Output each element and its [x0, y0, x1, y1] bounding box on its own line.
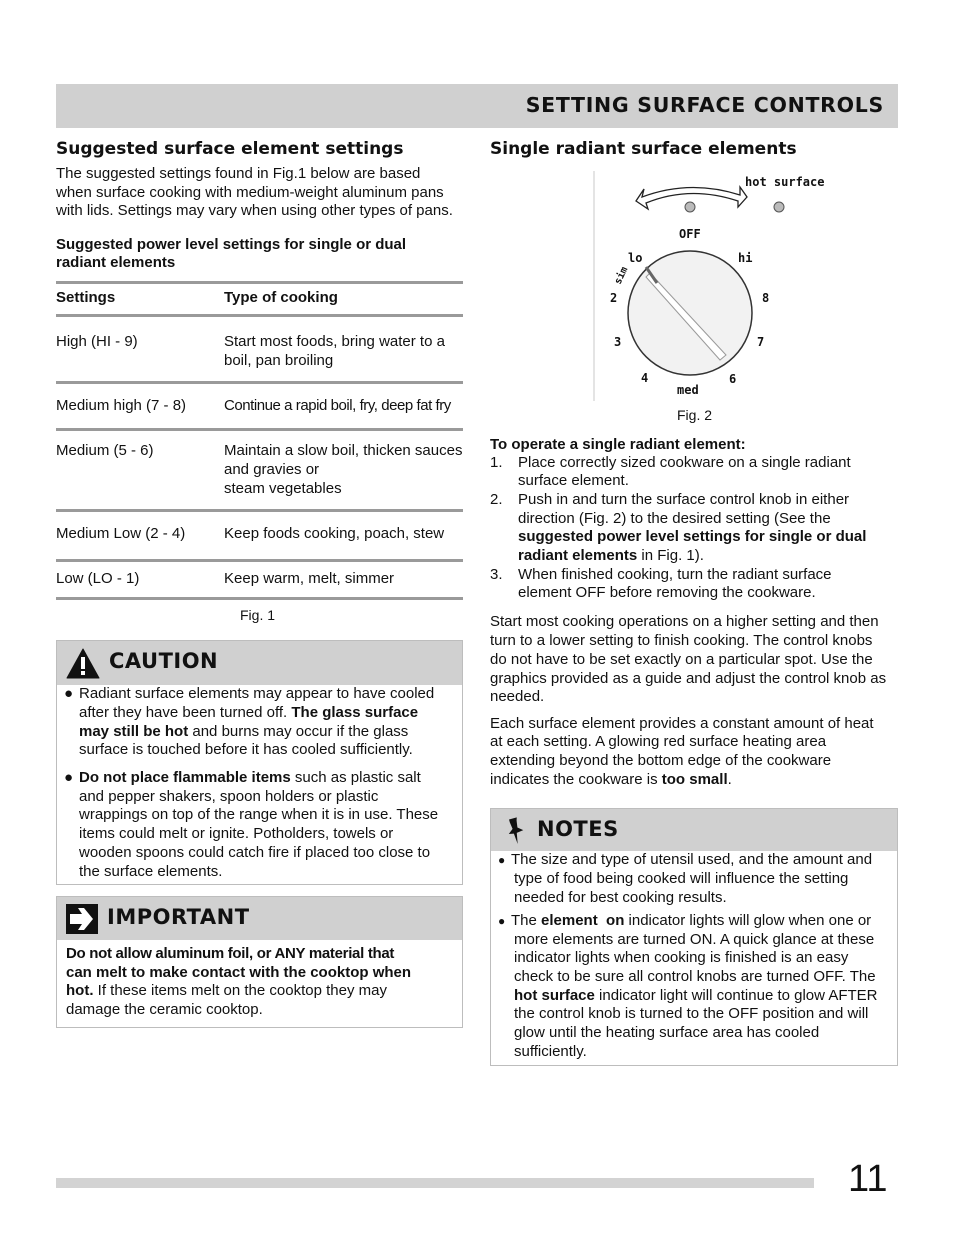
hot-surface-indicator-light: [774, 202, 784, 212]
right-section-title: Single radiant surface elements: [490, 139, 797, 159]
cooking-cell-line: Continue a rapid boil, fry, deep fat fry: [224, 397, 451, 414]
important-header: [57, 897, 462, 940]
dial-3-label: 3: [614, 335, 622, 349]
text-span: such as plastic salt: [290, 769, 421, 786]
dial-lo-label: lo: [628, 251, 643, 265]
step-line: When finished cooking, turn the radiant surface: [518, 566, 832, 583]
table-rule: [56, 314, 463, 317]
caution-title: CAUTION: [109, 649, 219, 673]
bullet-line: more elements are turned ON. A quick glance at these: [514, 931, 875, 948]
operate-title: To operate a single radiant element:: [490, 436, 746, 453]
text-span: indicates the cookware is: [490, 771, 662, 788]
important-line: can melt to make contact with the cooktop when: [66, 964, 412, 981]
page-title: SETTING SURFACE CONTROLS: [525, 93, 884, 117]
hot-surface-label: hot surface: [745, 175, 825, 189]
setting-cell: Low (LO - 1): [56, 570, 140, 587]
bullet-line: [514, 987, 878, 1006]
cooking-cell-line: Keep foods cooking, poach, stew: [224, 525, 445, 542]
step-number: 1.: [490, 454, 503, 471]
important-line: Do not allow aluminum foil, or ANY material that: [66, 945, 395, 962]
cooking-cell-line: boil, pan broiling: [224, 352, 334, 369]
element-on-indicator-light: [685, 202, 695, 212]
paragraph-line: at each setting. A glowing red surface heating area: [490, 733, 827, 750]
fig2-label: Fig. 2: [677, 407, 713, 423]
warning-triangle-icon: [66, 648, 100, 679]
bullet-line: sufficiently.: [514, 1043, 587, 1060]
dial-8-label: 8: [762, 291, 770, 305]
bullet-line: the surface elements.: [79, 863, 223, 880]
dial-med-label: med: [677, 383, 699, 397]
cooking-cell-line: steam vegetables: [224, 480, 342, 497]
bullet-line: indicator lights when cooking is finished is an easy: [514, 949, 849, 966]
step-line: Push in and turn the surface control knob in either: [518, 491, 850, 508]
bullet-dot: ●: [64, 685, 74, 702]
table-caption-line: Suggested power level settings for single or dual: [56, 236, 407, 253]
intro-line: when surface cooking with medium-weight aluminum pans: [56, 184, 444, 201]
dial-2-label: 2: [610, 291, 618, 305]
text-span: indicator light will continue to glow AFTER: [594, 987, 878, 1004]
dial-hi-label: hi: [738, 251, 753, 265]
text-span: The: [511, 912, 542, 929]
bullet-line: The size and type of utensil used, and the amount and: [511, 851, 873, 868]
bold-span: radiant elements: [518, 547, 638, 564]
notes-title: NOTES: [537, 817, 619, 841]
paragraph-line: needed.: [490, 688, 545, 705]
header-bar: [56, 84, 898, 128]
text-span: and burns may occur if the glass: [188, 723, 409, 740]
control-knob-diagram: [590, 165, 830, 405]
table-rule: [56, 559, 463, 562]
paragraph-line: [490, 771, 732, 790]
pushpin-icon: [505, 816, 529, 846]
table-header-cooking: Type of cooking: [224, 289, 338, 306]
intro-line: The suggested settings found in Fig.1 below are based: [56, 165, 421, 182]
text-span: indicator lights will glow when one or: [624, 912, 872, 929]
bullet-line: the control knob is turned to the OFF position and will: [514, 1005, 869, 1022]
paragraph-line: graphics provided as a guide and adjust the control knob as: [490, 670, 887, 687]
table-caption-line: radiant elements: [56, 254, 176, 271]
dial-4-label: 4: [641, 371, 649, 385]
bullet-line: glow until the heating surface area has cooled: [514, 1024, 820, 1041]
table-top-rule: [56, 281, 463, 284]
bullet-line: check to be sure all control knobs are turned OFF. The: [514, 968, 876, 985]
table-rule: [56, 428, 463, 431]
step-line: Place correctly sized cookware on a single radiant: [518, 454, 851, 471]
step-line: direction (Fig. 2) to the desired setting (See the: [518, 510, 831, 527]
arrow-right-icon: [66, 904, 98, 934]
paragraph-line: do not have to be set exactly on a particular spot. Use the: [490, 651, 873, 668]
bullet-line: [79, 769, 421, 788]
setting-cell: High (HI - 9): [56, 333, 138, 350]
paragraph-line: Start most cooking operations on a higher setting and then: [490, 613, 879, 630]
cooking-cell-line: and gravies or: [224, 461, 320, 478]
dial-off-label: OFF: [679, 227, 701, 241]
dial-sim-label: sim: [612, 265, 631, 287]
bullet-dot: ●: [64, 769, 74, 786]
dial-7-label: 7: [757, 335, 765, 349]
step-line: element OFF before removing the cookware.: [518, 584, 816, 601]
bullet-line: items could melt or ignite. Potholders, towels or: [79, 825, 394, 842]
important-line: damage the ceramic cooktop.: [66, 1001, 263, 1018]
cooking-cell-line: Keep warm, melt, simmer: [224, 570, 395, 587]
text-span: after they have been turned off.: [79, 704, 292, 721]
setting-cell: Medium Low (2 - 4): [56, 525, 186, 542]
caution-header: [57, 641, 462, 685]
setting-cell: Medium (5 - 6): [56, 442, 154, 459]
page-number: 11: [848, 1158, 888, 1200]
important-title: IMPORTANT: [107, 905, 250, 929]
bold-span: element on: [541, 912, 625, 929]
bold-span: Do not place flammable items: [79, 769, 291, 786]
table-rule: [56, 509, 463, 512]
left-section-title: Suggested surface element settings: [56, 139, 404, 159]
text-span: If these items melt on the cooktop they may: [93, 982, 387, 999]
bullet-line: Radiant surface elements may appear to have cooled: [79, 685, 435, 702]
fig1-label: Fig. 1: [240, 607, 276, 623]
paragraph-line: turn to a lower setting to finish cooking. The control knobs: [490, 632, 873, 649]
text-span: in Fig. 1).: [637, 547, 704, 564]
table-rule: [56, 381, 463, 384]
bullet-line: [511, 912, 871, 931]
text-span: .: [727, 771, 732, 788]
bullet-line: [79, 704, 418, 723]
bold-span: hot.: [66, 982, 94, 999]
bold-span: may still be hot: [79, 723, 189, 740]
bullet-line: wrappings on top of the range when it is in use. These: [79, 806, 439, 823]
important-line: [66, 982, 387, 1001]
setting-cell: Medium high (7 - 8): [56, 397, 187, 414]
cooking-cell-line: Maintain a slow boil, thicken sauces: [224, 442, 463, 459]
cooking-cell-line: Start most foods, bring water to a: [224, 333, 445, 350]
notes-header: [491, 809, 897, 851]
bullet-line: wooden spoons could catch fire if placed too close to: [79, 844, 431, 861]
bold-span: The glass surface: [291, 704, 419, 721]
dial-6-label: 6: [729, 372, 737, 386]
bullet-dot: ●: [498, 914, 506, 928]
table-bottom-rule: [56, 597, 463, 600]
bullet-line: type of food being cooked will influence the setting: [514, 870, 849, 887]
intro-line: with lids. Settings may vary when using other types of pans.: [56, 202, 453, 219]
bold-span: hot surface: [514, 987, 595, 1004]
bullet-line: [79, 723, 408, 742]
bold-span: too small: [661, 771, 728, 788]
bullet-line: surface is touched before it has cooled sufficiently.: [79, 741, 413, 758]
bullet-line: and pepper shakers, spoon holders or plastic: [79, 788, 379, 805]
table-header-settings: Settings: [56, 289, 116, 306]
bullet-dot: ●: [498, 853, 506, 867]
footer-bar: [56, 1178, 814, 1188]
bullet-line: needed for best cooking results.: [514, 889, 727, 906]
paragraph-line: Each surface element provides a constant amount of heat: [490, 715, 874, 732]
step-line: surface element.: [518, 472, 629, 489]
paragraph-line: extending beyond the bottom edge of the cookware: [490, 752, 832, 769]
step-number: 3.: [490, 566, 503, 583]
step-line: [518, 547, 704, 566]
step-line: suggested power level settings for single or dual: [518, 528, 867, 545]
step-number: 2.: [490, 491, 503, 508]
